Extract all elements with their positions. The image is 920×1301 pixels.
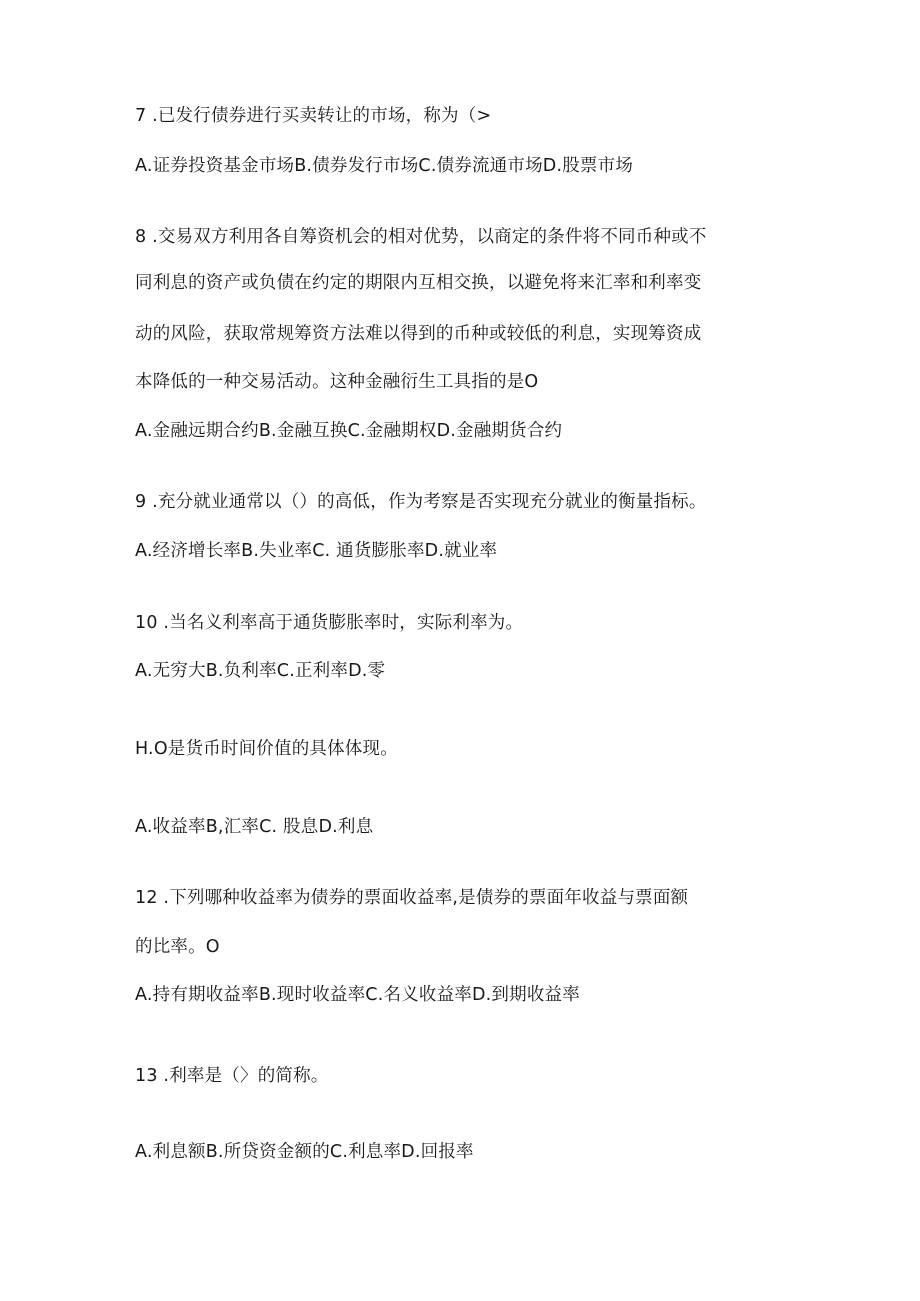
question-11-options: A.收益率B,汇率C. 股息D.利息: [135, 817, 374, 837]
question-7-options: A.证券投资基金市场B.债券发行市场C.债券流通市场D.股票市场: [135, 156, 634, 176]
question-13-text: 13 .利率是（〉的简称。: [135, 1066, 329, 1086]
question-12-text-line-1: 12 .下列哪种收益率为债券的票面收益率,是债券的票面年收益与票面额: [135, 888, 689, 908]
question-8-text-line-3: 动的风险，获取常规筹资方法难以得到的币种或较低的利息，实现筹资成: [135, 324, 702, 344]
question-8-text-line-4: 本降低的一种交易活动。这种金融衍生工具指的是O: [135, 372, 539, 392]
question-10-text: 10 .当名义利率高于通货膨胀率时，实际利率为。: [135, 613, 524, 633]
question-11-text: H.O是货币时间价值的具体体现。: [135, 739, 398, 759]
question-7-text: 7 .已发行债券进行买卖转让的市场，称为（>: [135, 106, 492, 126]
question-8-text-line-2: 同利息的资产或负债在约定的期限内互相交换，以避免将来汇率和利率变: [135, 273, 702, 293]
question-8-text-line-1: 8 .交易双方利用各自筹资机会的相对优势，以商定的条件将不同币种或不: [135, 227, 707, 247]
question-10-options: A.无穷大B.负利率C.正利率D.零: [135, 661, 386, 681]
question-8-options: A.金融远期合约B.金融互换C.金融期权D.金融期货合约: [135, 421, 563, 441]
question-9-options: A.经济增长率B.失业率C. 通货膨胀率D.就业率: [135, 541, 498, 561]
question-12-options: A.持有期收益率B.现时收益率C.名义收益率D.到期收益率: [135, 985, 580, 1005]
question-9-text: 9 .充分就业通常以（）的高低，作为考察是否实现充分就业的衡量指标。: [135, 492, 707, 512]
question-12-text-line-2: 的比率。O: [135, 937, 220, 957]
question-13-options: A.利息额B.所贷资金额的C.利息率D.回报率: [135, 1142, 474, 1162]
